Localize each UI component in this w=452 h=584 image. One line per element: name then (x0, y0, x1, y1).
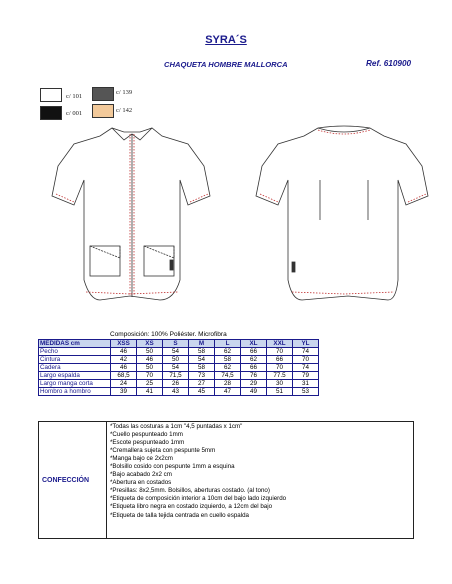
measure-value: 30 (267, 380, 293, 388)
measure-value: 43 (163, 388, 189, 396)
jacket-front-sketch (52, 128, 210, 300)
jacket-back-sketch (256, 126, 428, 300)
garment-reference: Ref. 610900 (366, 59, 412, 68)
table-row (39, 388, 319, 396)
measurements-header-row (39, 340, 319, 348)
color-label-101: c/ 101 (66, 93, 83, 100)
measure-label: Pecho (39, 348, 111, 356)
color-label-139: c/ 139 (116, 89, 133, 96)
measure-value: 27 (189, 380, 215, 388)
measurements-header: MEDIDAS cm (39, 340, 111, 348)
size-header: YL (293, 340, 319, 348)
measure-value: 62 (215, 364, 241, 372)
measure-value: 46 (137, 356, 163, 364)
measurements-table (38, 339, 319, 396)
brand-name: SYRA´S (205, 34, 247, 46)
measure-value: 50 (163, 356, 189, 364)
measure-value: 76 (241, 372, 267, 380)
measure-value: 26 (163, 380, 189, 388)
measure-value: 58 (189, 348, 215, 356)
measure-value: 79 (293, 372, 319, 380)
list-item: *Presillas: 8x2,5mm. Bolsillos, aberturas costado. (al tono) (110, 487, 270, 495)
list-item: *Bajo acabado 2x2 cm (110, 471, 172, 479)
list-item: *Cremallera sujeta con pespunte 5mm (110, 447, 216, 455)
measure-value: 54 (189, 356, 215, 364)
list-item: *Abertura en costados (110, 479, 172, 487)
list-item: *Cuello pespunteado 1mm (110, 431, 183, 439)
size-header: S (163, 340, 189, 348)
confeccion-list (110, 423, 286, 520)
measure-value: 62 (241, 356, 267, 364)
table-row (39, 364, 319, 372)
list-item: *Bolsillo cosido con pespunte 1mm a esquina (110, 463, 235, 471)
measure-label: Largo espalda (39, 372, 111, 380)
measure-value: 46 (111, 348, 137, 356)
measure-value: 74,5 (215, 372, 241, 380)
table-row (39, 372, 319, 380)
measure-value: 74 (293, 348, 319, 356)
list-item: *Manga bajo ce 2x2cm (110, 455, 173, 463)
measure-value: 24 (111, 380, 137, 388)
measure-value: 68,5 (111, 372, 137, 380)
measure-value: 31 (293, 380, 319, 388)
confeccion-box (38, 421, 414, 539)
measure-value: 77.5 (267, 372, 293, 380)
measure-label: Largo manga corta (39, 380, 111, 388)
confeccion-label: CONFECCIÓN (39, 422, 107, 538)
size-header: M (189, 340, 215, 348)
color-label-142: c/ 142 (116, 107, 133, 114)
measure-value: 51 (267, 388, 293, 396)
list-item: *Todas las costuras a 1cm "4,5 puntadas x 1cm" (110, 423, 243, 430)
measure-value: 42 (111, 356, 137, 364)
measure-value: 71,5 (163, 372, 189, 380)
garment-title: CHAQUETA HOMBRE MALLORCA (164, 60, 288, 69)
measure-value: 45 (189, 388, 215, 396)
measure-value: 53 (293, 388, 319, 396)
measure-value: 58 (215, 356, 241, 364)
measure-value: 54 (163, 364, 189, 372)
measure-value: 70 (267, 364, 293, 372)
measure-value: 74 (293, 364, 319, 372)
measure-value: 47 (215, 388, 241, 396)
measure-value: 28 (215, 380, 241, 388)
measure-value: 62 (215, 348, 241, 356)
size-header: XS (137, 340, 163, 348)
list-item: *Escote pespunteado 1mm (110, 439, 185, 447)
measure-value: 39 (111, 388, 137, 396)
table-row (39, 380, 319, 388)
measure-value: 54 (163, 348, 189, 356)
list-item: *Etiqueta libro negra en costado izquierdo, a 12cm del bajo (110, 503, 273, 511)
measure-label: Cadera (39, 364, 111, 372)
measure-value: 58 (189, 364, 215, 372)
measure-label: Hombro a hombro (39, 388, 111, 396)
table-row (39, 356, 319, 364)
size-header: XL (241, 340, 267, 348)
size-header: XSS (111, 340, 137, 348)
composition-text: Composición: 100% Poliéster. Microfibra (110, 331, 227, 338)
measure-value: 46 (111, 364, 137, 372)
measure-label: Cintura (39, 356, 111, 364)
list-item: *Etiqueta de composición interior a 10cm del bajo lado izquierdo (110, 495, 287, 503)
measure-value: 50 (137, 364, 163, 372)
color-label-001: c/ 001 (66, 110, 83, 117)
measure-value: 29 (241, 380, 267, 388)
list-item: *Etiqueta de talla tejida centrada en cuello espalda (110, 511, 249, 519)
measure-value: 70 (267, 348, 293, 356)
measure-value: 66 (241, 364, 267, 372)
size-header: L (215, 340, 241, 348)
size-header: XXL (267, 340, 293, 348)
measure-value: 73 (189, 372, 215, 380)
measure-value: 70 (137, 372, 163, 380)
measure-value: 50 (137, 348, 163, 356)
measure-value: 70 (293, 356, 319, 364)
measure-value: 66 (241, 348, 267, 356)
table-row (39, 348, 319, 356)
measure-value: 66 (267, 356, 293, 364)
measure-value: 25 (137, 380, 163, 388)
measure-value: 41 (137, 388, 163, 396)
measure-value: 49 (241, 388, 267, 396)
